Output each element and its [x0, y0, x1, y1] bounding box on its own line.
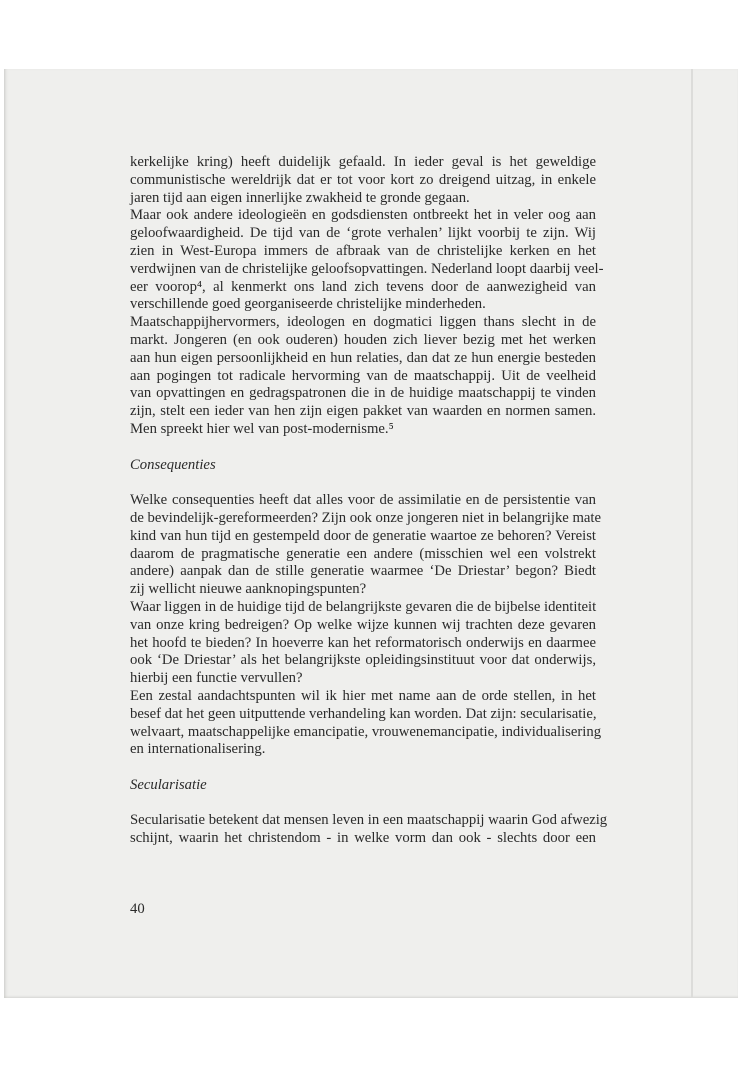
scanned-page — [4, 69, 738, 998]
text-line: Secularisatie betekent dat mensen leven in een maatschappij waarin God afwezig — [130, 812, 608, 829]
paragraph — [130, 492, 602, 599]
text-line: Een zestal aandachtspunten wil ik hier met name aan de orde stellen, in het — [130, 687, 596, 704]
text-line: geloofwaardigheid. De tijd van de ‘grote verhalen’ lijkt voorbij te zijn. Wij — [130, 225, 596, 242]
paragraph — [130, 812, 608, 848]
page-number: 40 — [130, 901, 145, 917]
text-line: verdwijnen van de christelijke geloofsopvattingen. Nederland loopt daarbij veel- — [130, 260, 604, 277]
blank-line — [130, 795, 596, 813]
text-line: Maatschappijhervormers, ideologen en dogmatici liggen thans slecht in de — [130, 314, 596, 331]
text-line: markt. Jongeren (en ook ouderen) houden zich liever bezig met het werken — [130, 331, 596, 348]
text-line: verschillende goed georganiseerde christelijke minderheden. — [130, 296, 486, 313]
text-line: jaren tijd aan eigen innerlijke zwakheid te gronde gegaan. — [130, 189, 470, 206]
text-line: Maar ook andere ideologieën en godsdiensten ontbreekt het in veler oog aan — [130, 207, 596, 224]
page-fold-line — [691, 69, 693, 998]
text-line: kind van hun tijd en gestempeld door de generatie waartoe ze behoren? Vereist — [130, 527, 596, 544]
text-line: Welke consequenties heeft dat alles voor de assimilatie en de persistentie van — [130, 492, 596, 509]
paragraph — [130, 687, 602, 759]
text-line: zien in West-Europa immers de afbraak van de christelijke kerken en het — [130, 242, 596, 259]
text-line: aan pogingen tot radicale hervorming van de maatschappij. Uit de veelheid — [130, 367, 596, 384]
text-line: Waar liggen in de huidige tijd de belangrijkste gevaren die de bijbelse identiteit — [130, 598, 597, 615]
text-line: ook ‘De Driestar’ als het belangrijkste opleidingsinstituut voor dat onderwijs, — [130, 652, 596, 669]
text-line: kerkelijke kring) heeft duidelijk gefaald. In ieder geval is het geweldige — [130, 154, 596, 170]
text-line: eer voorop⁴, al kenmerkt ons land zich tevens door de aanwezigheid van — [130, 278, 596, 295]
text-line: Men spreekt hier wel van post-modernisme.⁵ — [130, 420, 394, 437]
text-line: aan hun eigen persoonlijkheid en hun relaties, dan dat ze hun energie besteden — [130, 349, 596, 366]
text-line: van opvattingen en gedragspatronen die in de huidige maatschappij te vinden — [130, 385, 596, 402]
text-line: zij wellicht nieuwe aanknopingspunten? — [130, 581, 367, 598]
text-line: het hoofd te bieden? In hoeverre kan het reformatorisch onderwijs en daarmee — [130, 634, 596, 651]
section-heading: Secularisatie — [130, 776, 207, 793]
paragraph — [130, 314, 596, 439]
text-line: zijn, stelt een ieder van hen zijn eigen pakket van waarden en normen samen. — [130, 403, 596, 420]
paragraph — [130, 154, 596, 207]
text-line: hierbij een functie vervullen? — [130, 670, 303, 687]
blank-line — [130, 474, 596, 492]
text-line: daarom de pragmatische generatie een andere (misschien wel een volstrekt — [130, 545, 596, 562]
body-text — [130, 154, 608, 848]
text-line: schijnt, waarin het christendom - in welke vorm dan ook - slechts door een — [130, 830, 596, 847]
text-line: andere) aanpak dan de stille generatie waarmee ‘De Driestar’ begon? Biedt — [130, 563, 596, 580]
blank-line — [130, 759, 596, 777]
section-heading: Consequenties — [130, 456, 216, 473]
blank-line — [130, 439, 596, 457]
paragraph — [130, 207, 604, 314]
text-line: de bevindelijk-gereformeerden? Zijn ook onze jongeren niet in belangrijke mate — [130, 509, 602, 526]
text-line: van onze kring bedreigen? Op welke wijze kunnen wij trachten deze gevaren — [130, 616, 596, 633]
text-line: welvaart, maatschappelijke emancipatie, vrouwenemancipatie, individualisering — [130, 723, 602, 740]
text-line: en internationalisering. — [130, 741, 266, 758]
text-line: besef dat het geen uitputtende verhandeling kan worden. Dat zijn: secularisatie, — [130, 705, 597, 722]
text-line: communistische wereldrijk dat er tot voor kort zo dreigend uitzag, in enkele — [130, 171, 596, 188]
paragraph — [130, 599, 596, 688]
